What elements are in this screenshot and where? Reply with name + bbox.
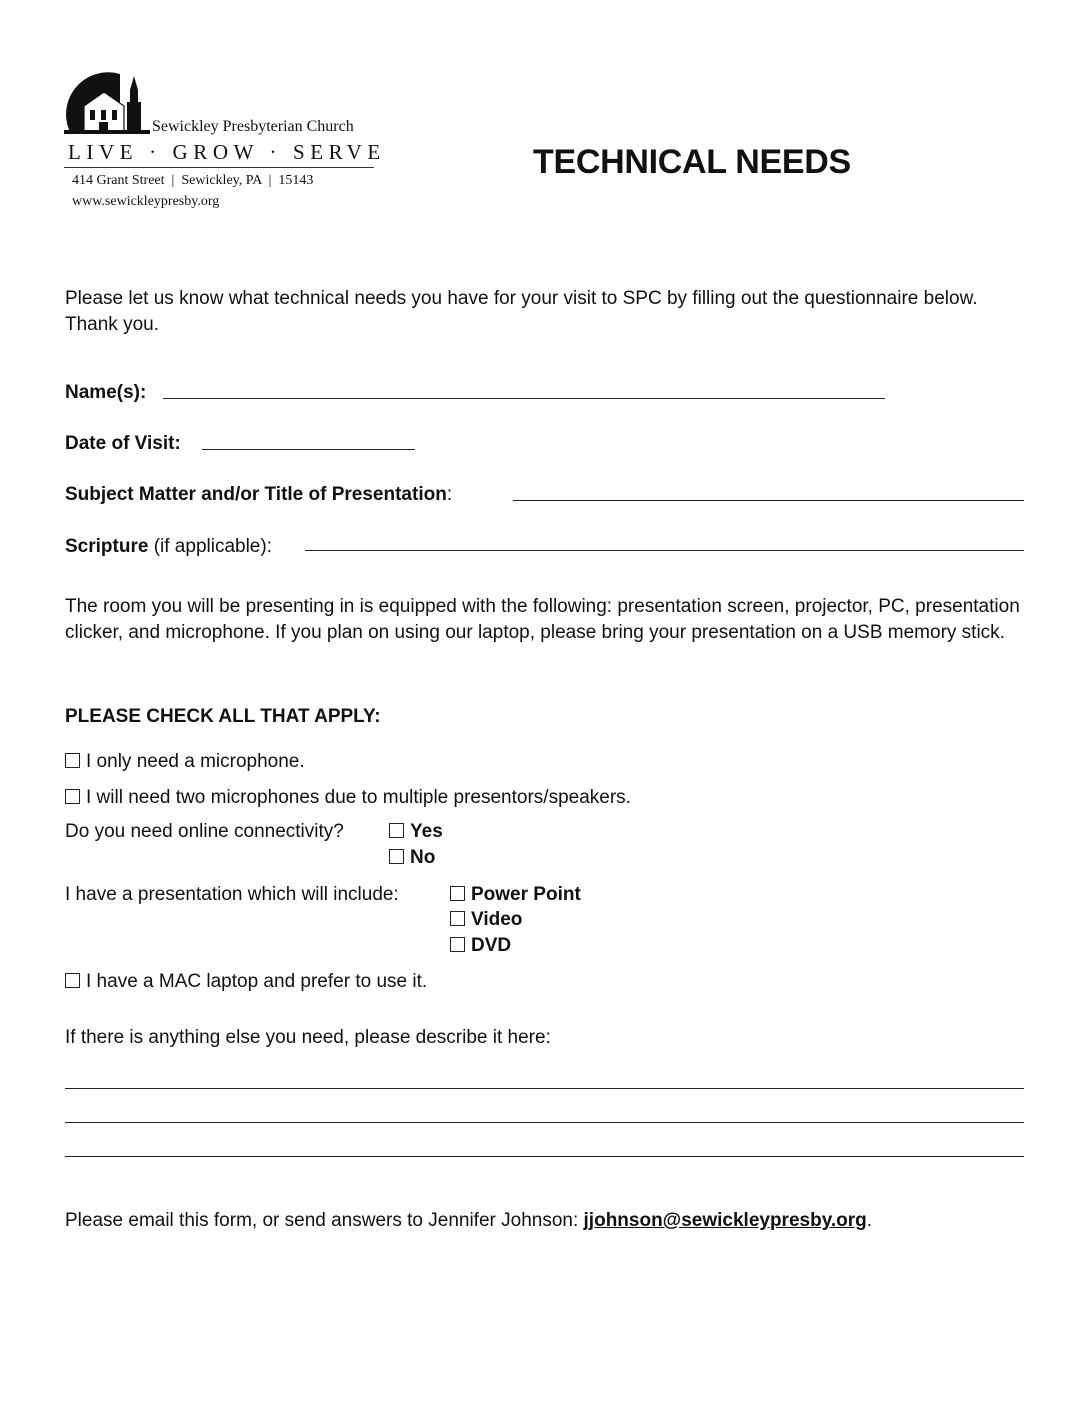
online-yes-checkbox[interactable]	[389, 823, 404, 838]
power-point-checkbox[interactable]	[450, 886, 465, 901]
other-needs-prompt: If there is anything else you need, please describe it here:	[65, 1027, 551, 1048]
only-mic-label: I only need a microphone.	[86, 751, 305, 772]
church-name: Sewickley Presbyterian Church	[152, 118, 354, 135]
names-label: Name(s):	[65, 382, 147, 403]
intro-text: Please let us know what technical needs you have for your visit to SPC by filling out the questionnaire below. Thank you.	[65, 288, 978, 335]
dvd-checkbox[interactable]	[450, 937, 465, 952]
page-title: TECHNICAL NEEDS	[533, 143, 851, 181]
presentation-question: I have a presentation which will include:	[65, 884, 399, 905]
subject-label: Subject Matter and/or Title of Presentation	[65, 484, 447, 505]
contact-email-link[interactable]: jjohnson@sewickleypresby.org	[583, 1210, 867, 1231]
scripture-input-line[interactable]	[305, 550, 1024, 551]
church-website[interactable]: www.sewickleypresby.org	[72, 194, 220, 209]
video-option[interactable]	[450, 909, 522, 931]
power-point-option[interactable]	[450, 884, 581, 906]
mac-laptop-option[interactable]	[65, 971, 427, 993]
dvd-option[interactable]	[450, 935, 511, 957]
power-point-label: Power Point	[471, 884, 581, 905]
church-steeple-logo	[64, 62, 150, 134]
only-mic-checkbox[interactable]	[65, 753, 80, 768]
subject-label-row	[65, 484, 452, 506]
church-address: 414 Grant Street | Sewickley, PA | 15143	[72, 173, 314, 188]
subject-colon: :	[446, 484, 453, 505]
equipment-text: The room you will be presenting in is equipped with the following: presentation screen, projector, PC, presentation clicker, and microphone. If you plan on using our laptop, please bring your presentation on a USB memory stick.	[65, 596, 1020, 643]
checklist-heading: PLEASE CHECK ALL THAT APPLY:	[65, 706, 381, 727]
two-mics-label: I will need two microphones due to multiple presentors/speakers.	[86, 787, 631, 808]
two-mics-option[interactable]	[65, 787, 631, 809]
names-input-line[interactable]	[163, 398, 885, 399]
scripture-label-row	[65, 536, 272, 558]
mac-laptop-label: I have a MAC laptop and prefer to use it.	[86, 971, 428, 992]
date-input-line[interactable]	[202, 449, 415, 450]
online-no-checkbox[interactable]	[389, 849, 404, 864]
only-mic-option[interactable]	[65, 751, 305, 773]
date-label: Date of Visit:	[65, 433, 181, 454]
footer-line	[65, 1210, 872, 1232]
online-yes-option[interactable]	[389, 821, 443, 843]
church-tagline: LIVE · GROW · SERVE	[68, 140, 386, 164]
other-needs-line-2[interactable]	[65, 1122, 1024, 1123]
scripture-note: (if applicable):	[148, 536, 272, 557]
online-question: Do you need online connectivity?	[65, 821, 344, 842]
other-needs-line-1[interactable]	[65, 1088, 1024, 1089]
footer-period: .	[866, 1210, 873, 1231]
dvd-label: DVD	[471, 935, 512, 956]
footer-text: Please email this form, or send answers to Jennifer Johnson:	[65, 1210, 584, 1231]
mac-laptop-checkbox[interactable]	[65, 973, 80, 988]
online-yes-label: Yes	[410, 821, 443, 842]
tagline-divider	[64, 167, 374, 168]
other-needs-line-3[interactable]	[65, 1156, 1024, 1157]
online-no-option[interactable]	[389, 847, 435, 869]
scripture-label: Scripture	[65, 536, 149, 557]
video-label: Video	[471, 909, 523, 930]
subject-input-line[interactable]	[513, 500, 1024, 501]
two-mics-checkbox[interactable]	[65, 789, 80, 804]
online-no-label: No	[410, 847, 436, 868]
video-checkbox[interactable]	[450, 911, 465, 926]
